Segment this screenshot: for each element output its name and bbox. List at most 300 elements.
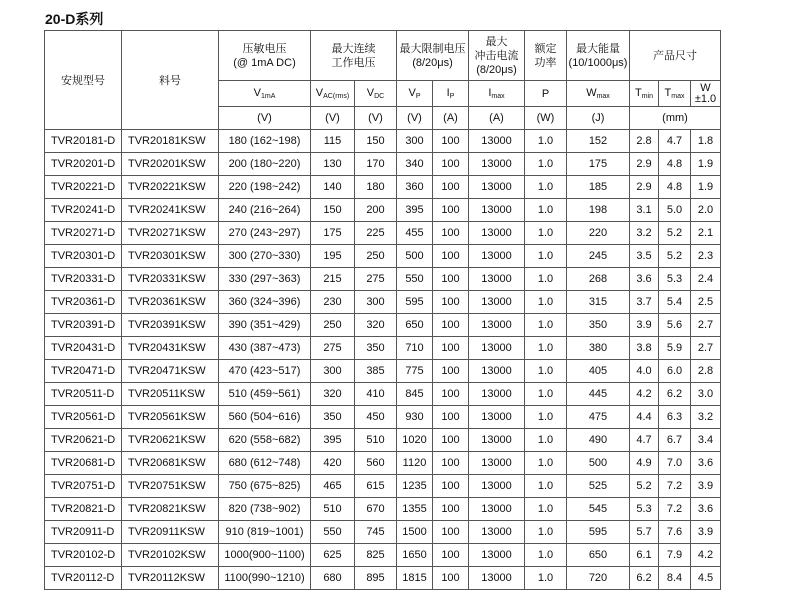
cell-ip: 100 [433,475,469,498]
cell-vdc: 150 [355,130,397,153]
cell-vac: 215 [311,268,355,291]
cell-vp: 300 [397,130,433,153]
cell-tmin: 3.2 [630,222,659,245]
cell-part: TVR20201KSW [122,153,219,176]
unit-wmax: (J) [567,107,630,130]
cell-imax: 13000 [469,153,525,176]
cell-w: 2.3 [691,245,721,268]
cell-ip: 100 [433,383,469,406]
cell-p: 1.0 [525,314,567,337]
symbol-imax: $I_{max}$ [469,81,525,107]
table-row [45,475,721,498]
cell-ip: 100 [433,268,469,291]
cell-vac: 550 [311,521,355,544]
cell-vac: 130 [311,153,355,176]
symbol-vp: $V_P$ [397,81,433,107]
cell-vac: 275 [311,337,355,360]
header-rated-power: 额定 功率 [525,31,567,81]
cell-imax: 13000 [469,360,525,383]
cell-model: TVR20471-D [45,360,122,383]
table-row [45,383,721,406]
cell-vp: 455 [397,222,433,245]
cell-wmax: 525 [567,475,630,498]
cell-wmax: 545 [567,498,630,521]
cell-part: TVR20621KSW [122,429,219,452]
cell-vp: 1355 [397,498,433,521]
cell-imax: 13000 [469,544,525,567]
cell-tmin: 4.2 [630,383,659,406]
cell-w: 2.7 [691,337,721,360]
cell-part: TVR20221KSW [122,176,219,199]
cell-tmax: 5.0 [659,199,691,222]
cell-ip: 100 [433,360,469,383]
cell-part: TVR20112KSW [122,567,219,590]
cell-vac: 115 [311,130,355,153]
cell-p: 1.0 [525,521,567,544]
cell-vdc: 560 [355,452,397,475]
cell-v1ma: 430 (387~473) [219,337,311,360]
cell-vac: 395 [311,429,355,452]
cell-wmax: 720 [567,567,630,590]
cell-p: 1.0 [525,475,567,498]
unit-ip: (A) [433,107,469,130]
cell-wmax: 405 [567,360,630,383]
cell-ip: 100 [433,521,469,544]
table-row [45,544,721,567]
header-max-energy: 最大能量 (10/1000μs) [567,31,630,81]
cell-model: TVR20221-D [45,176,122,199]
cell-tmax: 5.2 [659,222,691,245]
cell-imax: 13000 [469,130,525,153]
cell-vp: 845 [397,383,433,406]
cell-ip: 100 [433,291,469,314]
table-row [45,222,721,245]
cell-w: 2.5 [691,291,721,314]
cell-part: TVR20431KSW [122,337,219,360]
cell-wmax: 268 [567,268,630,291]
table-row [45,153,721,176]
cell-p: 1.0 [525,130,567,153]
table-row [45,521,721,544]
cell-ip: 100 [433,498,469,521]
cell-model: TVR20751-D [45,475,122,498]
cell-part: TVR20301KSW [122,245,219,268]
cell-tmax: 7.2 [659,498,691,521]
cell-w: 3.0 [691,383,721,406]
cell-model: TVR20102-D [45,544,122,567]
cell-vac: 300 [311,360,355,383]
cell-tmax: 5.4 [659,291,691,314]
cell-tmin: 4.7 [630,429,659,452]
cell-w: 4.5 [691,567,721,590]
cell-tmax: 6.7 [659,429,691,452]
cell-wmax: 315 [567,291,630,314]
symbol-vdc: $V_{DC}$ [355,81,397,107]
cell-vac: 140 [311,176,355,199]
spec-table [44,30,721,590]
cell-wmax: 490 [567,429,630,452]
cell-wmax: 175 [567,153,630,176]
cell-model: TVR20271-D [45,222,122,245]
cell-vdc: 895 [355,567,397,590]
cell-vdc: 745 [355,521,397,544]
cell-tmin: 6.1 [630,544,659,567]
cell-ip: 100 [433,222,469,245]
cell-p: 1.0 [525,498,567,521]
cell-tmin: 3.7 [630,291,659,314]
symbol-vac: $V_{AC(rms)}$ [311,81,355,107]
cell-part: TVR20681KSW [122,452,219,475]
cell-vp: 340 [397,153,433,176]
cell-p: 1.0 [525,544,567,567]
cell-ip: 100 [433,199,469,222]
cell-model: TVR20911-D [45,521,122,544]
cell-tmin: 5.2 [630,475,659,498]
cell-tmin: 2.8 [630,130,659,153]
cell-model: TVR20301-D [45,245,122,268]
cell-ip: 100 [433,544,469,567]
cell-imax: 13000 [469,383,525,406]
cell-part: TVR20751KSW [122,475,219,498]
cell-vp: 395 [397,199,433,222]
symbol-v1ma: $V_{1mA}$ [219,81,311,107]
table-row [45,360,721,383]
cell-p: 1.0 [525,429,567,452]
table-row [45,314,721,337]
cell-vdc: 275 [355,268,397,291]
cell-part: TVR20271KSW [122,222,219,245]
cell-tmax: 5.3 [659,268,691,291]
header-max-surge-current: 最大 冲击电流 (8/20μs) [469,31,525,81]
cell-w: 3.6 [691,452,721,475]
unit-size: (mm) [630,107,721,130]
cell-tmin: 3.6 [630,268,659,291]
cell-vp: 1650 [397,544,433,567]
header-part: 料号 [122,31,219,130]
cell-vp: 710 [397,337,433,360]
cell-w: 2.4 [691,268,721,291]
table-row [45,567,721,590]
cell-ip: 100 [433,429,469,452]
cell-model: TVR20241-D [45,199,122,222]
cell-wmax: 350 [567,314,630,337]
cell-wmax: 198 [567,199,630,222]
cell-vac: 420 [311,452,355,475]
cell-imax: 13000 [469,406,525,429]
cell-tmax: 4.8 [659,176,691,199]
cell-w: 1.8 [691,130,721,153]
cell-tmax: 5.6 [659,314,691,337]
cell-vdc: 670 [355,498,397,521]
cell-ip: 100 [433,406,469,429]
cell-vp: 500 [397,245,433,268]
cell-w: 1.9 [691,176,721,199]
header-model: 安规型号 [45,31,122,130]
cell-v1ma: 910 (819~1001) [219,521,311,544]
cell-model: TVR20511-D [45,383,122,406]
cell-w: 3.2 [691,406,721,429]
cell-model: TVR20621-D [45,429,122,452]
cell-wmax: 650 [567,544,630,567]
cell-p: 1.0 [525,291,567,314]
cell-tmin: 3.5 [630,245,659,268]
cell-v1ma: 750 (675~825) [219,475,311,498]
cell-v1ma: 180 (162~198) [219,130,311,153]
cell-p: 1.0 [525,268,567,291]
cell-ip: 100 [433,245,469,268]
cell-tmax: 7.2 [659,475,691,498]
symbol-wmax: $W_{max}$ [567,81,630,107]
cell-tmax: 6.2 [659,383,691,406]
cell-v1ma: 360 (324~396) [219,291,311,314]
cell-vac: 230 [311,291,355,314]
header-max-continuous-voltage: 最大连续 工作电压 [311,31,397,81]
cell-tmin: 4.9 [630,452,659,475]
table-row [45,291,721,314]
cell-v1ma: 1000(900~1100) [219,544,311,567]
cell-vdc: 170 [355,153,397,176]
cell-vdc: 410 [355,383,397,406]
cell-vp: 360 [397,176,433,199]
symbol-w: W ±1.0 [691,81,721,107]
cell-vdc: 200 [355,199,397,222]
cell-p: 1.0 [525,383,567,406]
cell-part: TVR20561KSW [122,406,219,429]
cell-w: 2.1 [691,222,721,245]
table-row [45,498,721,521]
cell-v1ma: 620 (558~682) [219,429,311,452]
cell-vp: 1020 [397,429,433,452]
unit-vac: (V) [311,107,355,130]
table-body [45,130,721,590]
cell-v1ma: 510 (459~561) [219,383,311,406]
cell-model: TVR20112-D [45,567,122,590]
cell-v1ma: 470 (423~517) [219,360,311,383]
cell-wmax: 220 [567,222,630,245]
cell-part: TVR20911KSW [122,521,219,544]
cell-imax: 13000 [469,245,525,268]
cell-vdc: 225 [355,222,397,245]
cell-tmax: 7.6 [659,521,691,544]
cell-vdc: 510 [355,429,397,452]
unit-vdc: (V) [355,107,397,130]
cell-tmin: 2.9 [630,153,659,176]
cell-tmax: 5.9 [659,337,691,360]
unit-p: (W) [525,107,567,130]
cell-vdc: 180 [355,176,397,199]
cell-vdc: 320 [355,314,397,337]
cell-imax: 13000 [469,268,525,291]
cell-w: 2.0 [691,199,721,222]
cell-model: TVR20201-D [45,153,122,176]
cell-tmin: 2.9 [630,176,659,199]
cell-w: 2.7 [691,314,721,337]
cell-ip: 100 [433,567,469,590]
cell-v1ma: 560 (504~616) [219,406,311,429]
cell-imax: 13000 [469,498,525,521]
page-title: 20-D系列 [45,11,104,27]
cell-vdc: 300 [355,291,397,314]
table-row [45,130,721,153]
cell-vp: 1120 [397,452,433,475]
table-row [45,406,721,429]
cell-tmin: 4.4 [630,406,659,429]
cell-part: TVR20391KSW [122,314,219,337]
cell-v1ma: 330 (297~363) [219,268,311,291]
cell-v1ma: 1100(990~1210) [219,567,311,590]
cell-vac: 510 [311,498,355,521]
cell-vdc: 385 [355,360,397,383]
cell-ip: 100 [433,176,469,199]
table-row [45,199,721,222]
cell-w: 3.6 [691,498,721,521]
cell-part: TVR20511KSW [122,383,219,406]
cell-vdc: 615 [355,475,397,498]
cell-vdc: 350 [355,337,397,360]
cell-part: TVR20241KSW [122,199,219,222]
table-row [45,268,721,291]
symbol-tmax: $T_{max}$ [659,81,691,107]
cell-model: TVR20331-D [45,268,122,291]
cell-wmax: 475 [567,406,630,429]
cell-ip: 100 [433,452,469,475]
cell-part: TVR20361KSW [122,291,219,314]
cell-v1ma: 220 (198~242) [219,176,311,199]
cell-w: 4.2 [691,544,721,567]
cell-w: 1.9 [691,153,721,176]
cell-p: 1.0 [525,406,567,429]
table-row [45,429,721,452]
cell-vp: 775 [397,360,433,383]
cell-v1ma: 240 (216~264) [219,199,311,222]
cell-vac: 320 [311,383,355,406]
cell-tmin: 4.0 [630,360,659,383]
cell-v1ma: 390 (351~429) [219,314,311,337]
cell-vdc: 825 [355,544,397,567]
cell-vac: 250 [311,314,355,337]
cell-imax: 13000 [469,222,525,245]
cell-model: TVR20821-D [45,498,122,521]
cell-p: 1.0 [525,337,567,360]
cell-tmax: 8.4 [659,567,691,590]
cell-wmax: 500 [567,452,630,475]
header-max-clamp-voltage: 最大限制电压 (8/20μs) [397,31,469,81]
cell-vp: 595 [397,291,433,314]
cell-vac: 680 [311,567,355,590]
cell-imax: 13000 [469,199,525,222]
cell-vac: 175 [311,222,355,245]
cell-imax: 13000 [469,337,525,360]
unit-v1ma: (V) [219,107,311,130]
cell-vp: 550 [397,268,433,291]
cell-p: 1.0 [525,176,567,199]
cell-vac: 195 [311,245,355,268]
cell-ip: 100 [433,337,469,360]
cell-ip: 100 [433,314,469,337]
cell-tmin: 5.3 [630,498,659,521]
table-row [45,337,721,360]
cell-tmin: 6.2 [630,567,659,590]
cell-tmax: 4.8 [659,153,691,176]
cell-vac: 465 [311,475,355,498]
cell-wmax: 380 [567,337,630,360]
cell-p: 1.0 [525,360,567,383]
cell-v1ma: 820 (738~902) [219,498,311,521]
cell-v1ma: 270 (243~297) [219,222,311,245]
unit-imax: (A) [469,107,525,130]
cell-part: TVR20181KSW [122,130,219,153]
cell-vp: 1500 [397,521,433,544]
cell-vp: 650 [397,314,433,337]
cell-tmin: 5.7 [630,521,659,544]
cell-part: TVR20102KSW [122,544,219,567]
cell-vdc: 250 [355,245,397,268]
cell-wmax: 445 [567,383,630,406]
cell-tmax: 4.7 [659,130,691,153]
cell-imax: 13000 [469,429,525,452]
unit-vp: (V) [397,107,433,130]
cell-w: 3.9 [691,521,721,544]
cell-tmin: 3.1 [630,199,659,222]
cell-ip: 100 [433,153,469,176]
symbol-p: P [525,81,567,107]
cell-p: 1.0 [525,222,567,245]
cell-wmax: 245 [567,245,630,268]
cell-tmin: 3.8 [630,337,659,360]
cell-model: TVR20181-D [45,130,122,153]
cell-p: 1.0 [525,199,567,222]
cell-v1ma: 200 (180~220) [219,153,311,176]
table-row [45,245,721,268]
table-row [45,176,721,199]
cell-vac: 625 [311,544,355,567]
cell-model: TVR20391-D [45,314,122,337]
cell-tmax: 7.9 [659,544,691,567]
cell-tmax: 5.2 [659,245,691,268]
cell-vp: 1815 [397,567,433,590]
cell-imax: 13000 [469,452,525,475]
cell-wmax: 595 [567,521,630,544]
cell-part: TVR20471KSW [122,360,219,383]
cell-imax: 13000 [469,314,525,337]
header-varistor-voltage: 压敏电压 (@ 1mA DC) [219,31,311,81]
cell-wmax: 152 [567,130,630,153]
cell-model: TVR20561-D [45,406,122,429]
cell-w: 3.9 [691,475,721,498]
symbol-tmin: $T_{min}$ [630,81,659,107]
cell-p: 1.0 [525,245,567,268]
cell-w: 3.4 [691,429,721,452]
cell-p: 1.0 [525,452,567,475]
cell-model: TVR20361-D [45,291,122,314]
cell-imax: 13000 [469,567,525,590]
cell-part: TVR20331KSW [122,268,219,291]
cell-vac: 150 [311,199,355,222]
cell-tmax: 6.3 [659,406,691,429]
header-size: 产品尺寸 [630,31,721,81]
cell-ip: 100 [433,130,469,153]
cell-v1ma: 680 (612~748) [219,452,311,475]
cell-v1ma: 300 (270~330) [219,245,311,268]
cell-part: TVR20821KSW [122,498,219,521]
cell-model: TVR20681-D [45,452,122,475]
cell-imax: 13000 [469,521,525,544]
cell-tmax: 7.0 [659,452,691,475]
cell-vp: 1235 [397,475,433,498]
cell-imax: 13000 [469,475,525,498]
cell-imax: 13000 [469,291,525,314]
cell-vdc: 450 [355,406,397,429]
